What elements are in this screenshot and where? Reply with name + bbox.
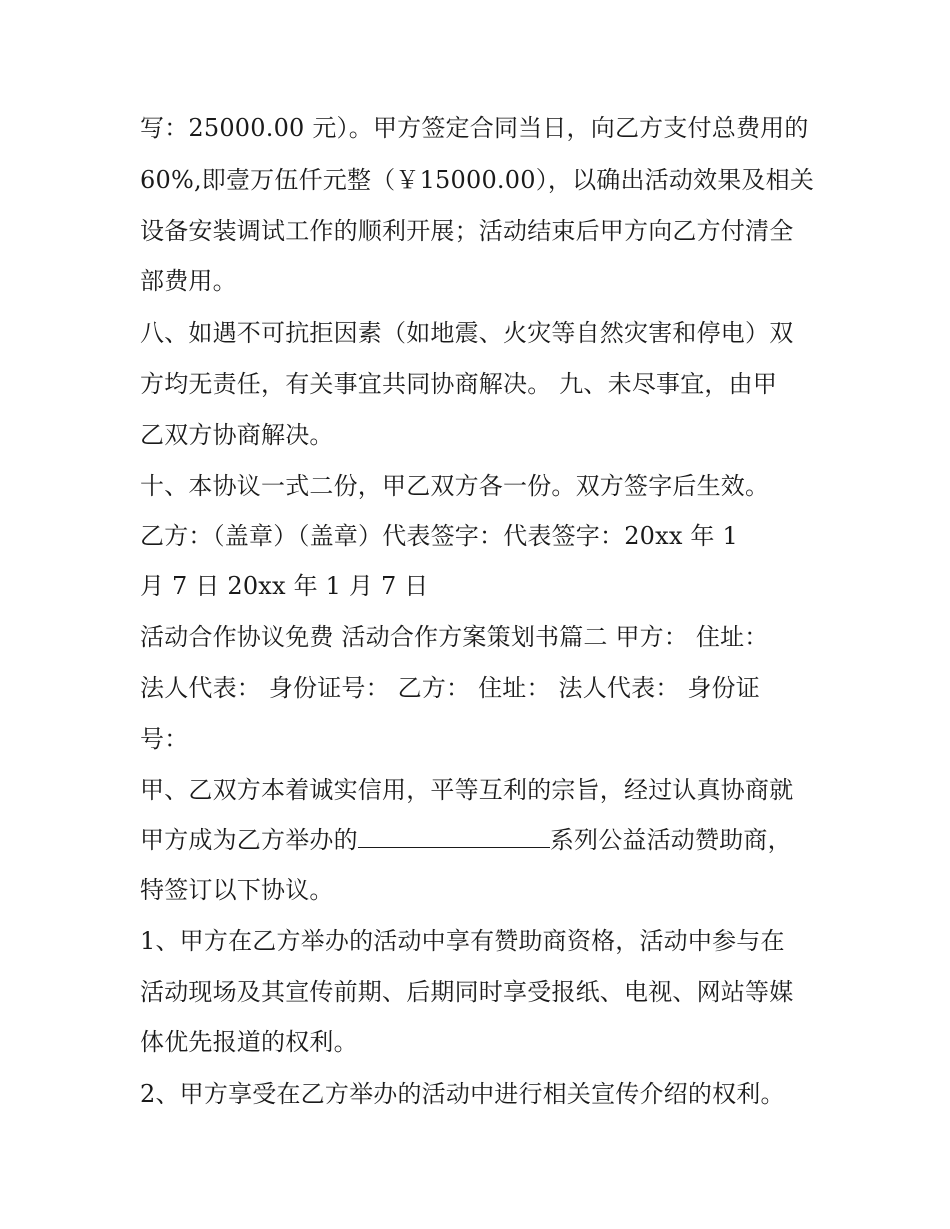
text-line: 活动现场及其宣传前期、后期同时享受报纸、电视、网站等媒: [140, 978, 794, 1006]
text-line: 方均无责任，有关事宜共同协商解决。 九、未尽事宜，由甲: [140, 370, 778, 398]
text-line: 特签订以下协议。: [140, 876, 334, 904]
text-line: 法人代表： 身份证号： 乙方： 住址： 法人代表： 身份证: [140, 674, 760, 702]
blank-line-after-text: 系列公益活动赞助商，: [549, 826, 792, 854]
text-line: 1、甲方在乙方举办的活动中享有赞助商资格，活动中参与在: [140, 927, 785, 955]
blank-line-before-text: 甲方成为乙方举办的: [140, 826, 358, 854]
text-line: 乙方：（盖章）（盖章）代表签字：代表签字：20xx 年 1: [140, 522, 738, 550]
text-line: 号：: [140, 725, 189, 753]
text-line: 活动合作协议免费 活动合作方案策划书篇二 甲方： 住址：: [140, 623, 769, 651]
text-line: 2、甲方享受在乙方举办的活动中进行相关宣传介绍的权利。: [140, 1080, 785, 1108]
text-line: 体优先报道的权利。: [140, 1028, 358, 1056]
text-line: 60%,即壹万伍仟元整（￥15000.00），以确出活动效果及相关: [140, 166, 815, 194]
text-line: 十、本协议一式二份，甲乙双方各一份。双方签字后生效。: [140, 472, 770, 500]
text-line: 写：25000.00 元）。甲方签定合同当日，向乙方支付总费用的: [140, 114, 809, 142]
text-line: 设备安装调试工作的顺利开展；活动结束后甲方向乙方付清全: [140, 217, 794, 245]
text-line: 部费用。: [140, 267, 237, 295]
text-line: 甲、乙双方本着诚实信用，平等互利的宗旨，经过认真协商就: [140, 776, 794, 804]
text-line: 八、如遇不可抗拒因素（如地震、火灾等自然灾害和停电）双: [140, 319, 794, 347]
text-line: 月 7 日 20xx 年 1 月 7 日: [140, 572, 429, 600]
text-line: 乙双方协商解决。: [140, 421, 334, 449]
text-line-with-blank: [140, 820, 830, 860]
fill-in-blank: [358, 821, 550, 848]
